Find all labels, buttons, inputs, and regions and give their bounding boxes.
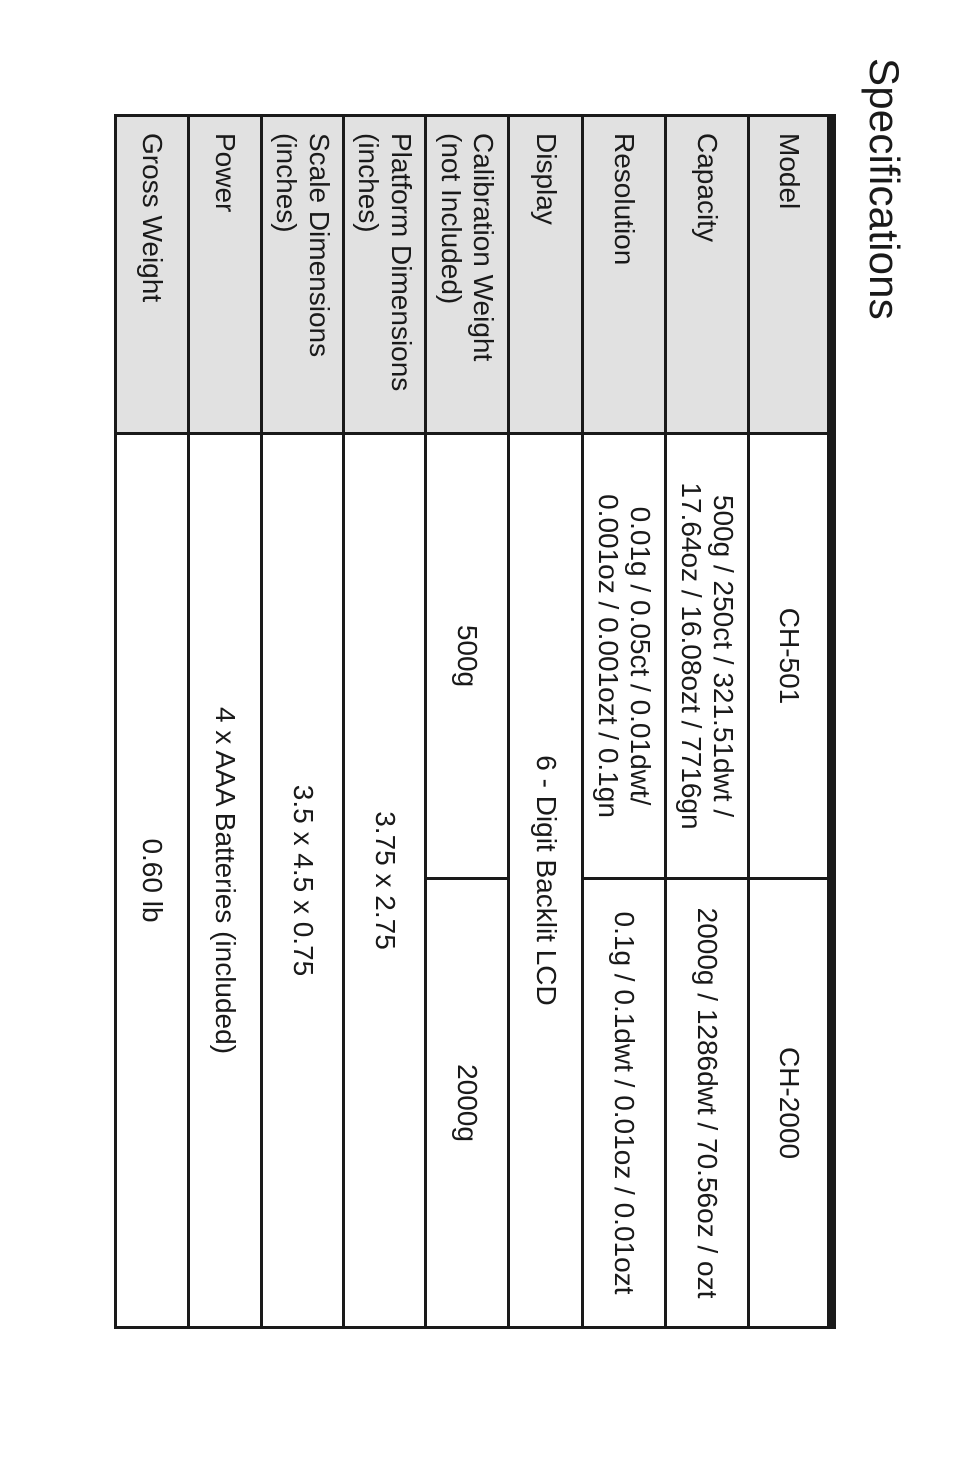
- cell-gross-weight-shared: 0.60 lb: [116, 434, 189, 1328]
- row-label-text: Scale Dimensions: [303, 133, 335, 358]
- cell-line: 17.64oz / 16.08ozt / 7716gn: [676, 482, 707, 830]
- row-label-text: Platform Dimensions: [385, 133, 417, 392]
- row-label-text: Gross Weight: [137, 133, 169, 303]
- table-row-capacity: [666, 116, 749, 1328]
- cell-capacity-ch501: [666, 434, 749, 879]
- cell-scale-dimensions-shared: 3.5 x 4.5 x 0.75: [262, 434, 344, 1328]
- row-label-model: [749, 116, 832, 434]
- row-label-calibration-weight: [426, 116, 509, 434]
- cell-power-shared: 4 x AAA Batteries (included): [189, 434, 262, 1328]
- row-label-power: [189, 116, 262, 434]
- row-label-text: Capacity: [692, 133, 724, 242]
- row-label-capacity: [666, 116, 749, 434]
- cell-platform-dimensions-shared: 3.75 x 2.75: [344, 434, 426, 1328]
- table-row-model: [749, 116, 832, 1328]
- row-label-text: Calibration Weight: [468, 133, 500, 362]
- row-label-display: [509, 116, 583, 434]
- table-row-gross-weight: [116, 116, 189, 1328]
- cell-capacity-ch2000: 2000g / 1286dwt / 70.56oz / ozt: [666, 879, 749, 1328]
- row-label-scale-dimensions: [262, 116, 344, 434]
- cell-resolution-ch2000: 0.1g / 0.1dwt / 0.01oz / 0.01ozt: [583, 879, 666, 1328]
- row-label-text: (inches): [353, 133, 385, 233]
- table-row-resolution: [583, 116, 666, 1328]
- row-label-resolution: [583, 116, 666, 434]
- row-label-text: Display: [530, 133, 562, 225]
- cell-model-ch501: CH-501: [749, 434, 832, 879]
- cell-resolution-ch501: [583, 434, 666, 879]
- cell-line: 0.01g / 0.05ct / 0.01dwt/: [625, 506, 657, 806]
- row-label-text: (not Included): [436, 133, 467, 305]
- row-label-text: Resolution: [609, 133, 641, 266]
- table-row-platform-dimensions: [344, 116, 426, 1328]
- row-label-text: Power: [210, 133, 242, 213]
- cell-display-shared: 6 - Digit Backlit LCD: [509, 434, 583, 1328]
- cell-calibration-ch2000: 2000g: [426, 879, 509, 1328]
- table-row-power: [189, 116, 262, 1328]
- cell-calibration-ch501: 500g: [426, 434, 509, 879]
- specifications-table: [114, 114, 836, 1329]
- table-row-calibration-weight: [426, 116, 509, 1328]
- table-row-display: [509, 116, 583, 1328]
- row-label-text: Model: [773, 133, 805, 210]
- row-label-text: (inches): [271, 133, 303, 233]
- row-label-gross-weight: [116, 116, 189, 434]
- cell-line: 500g / 250ct / 321.51dwt /: [708, 494, 740, 818]
- table-row-scale-dimensions: [262, 116, 344, 1328]
- cell-model-ch2000: CH-2000: [749, 879, 832, 1328]
- cell-line: 0.001oz / 0.001ozt / 0.1gn: [593, 494, 624, 818]
- row-label-platform-dimensions: [344, 116, 426, 434]
- page-title: Specifications: [861, 58, 908, 320]
